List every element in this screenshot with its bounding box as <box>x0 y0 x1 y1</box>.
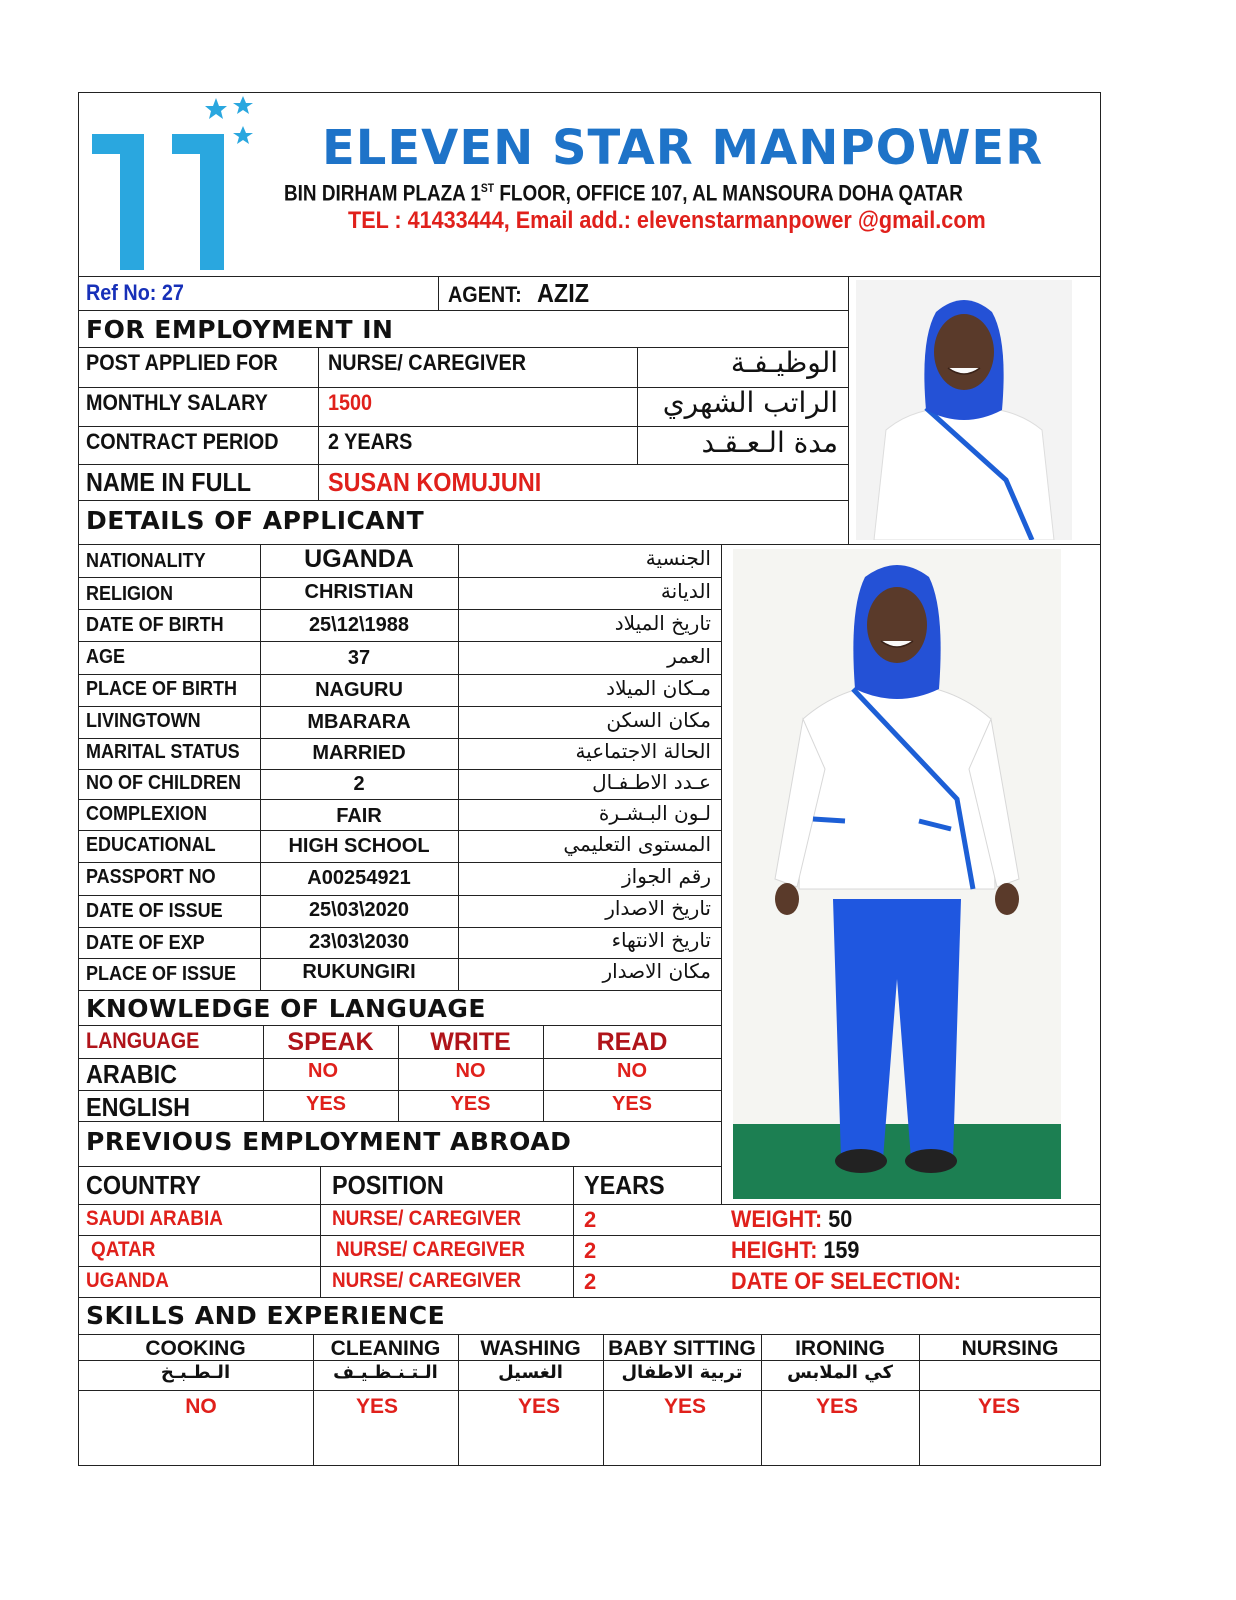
language-name: ENGLISH <box>86 1092 191 1122</box>
height: HEIGHT: 159 <box>731 1237 860 1264</box>
applicant-full-body-photo <box>733 549 1061 1199</box>
previous-country: QATAR <box>91 1238 156 1261</box>
language-col-header: LANGUAGE <box>86 1028 200 1053</box>
salary-value: 1500 <box>328 390 373 415</box>
previous-years: 2 <box>584 1238 597 1263</box>
skill-name: WASHING <box>480 1337 581 1360</box>
name-value: SUSAN KOMUJUNI <box>328 467 542 497</box>
language-heading: KNOWLEDGE OF LANGUAGE <box>86 994 486 1023</box>
detail-arabic: الجنسية <box>645 546 711 570</box>
skill-arabic: الـطـبـخ <box>160 1362 231 1383</box>
previous-country: SAUDI ARABIA <box>86 1207 223 1230</box>
language-speak: YES <box>305 1093 347 1115</box>
skills-heading: SKILLS AND EXPERIENCE <box>86 1301 446 1330</box>
detail-label: PLACE OF ISSUE <box>86 963 237 985</box>
detail-value: 23\03\2030 <box>308 931 410 953</box>
detail-label: NATIONALITY <box>86 550 206 572</box>
detail-arabic: مكان الاصدار <box>602 959 711 983</box>
ref-value: 27 <box>161 280 184 305</box>
detail-label: MARITAL STATUS <box>86 741 240 763</box>
detail-label: PLACE OF BIRTH <box>86 678 238 700</box>
language-col-header: READ <box>596 1028 668 1056</box>
detail-value: 2 <box>353 773 365 795</box>
contract-arabic: مدة الـعـقـد <box>701 426 838 459</box>
detail-label: RELIGION <box>86 583 174 605</box>
details-heading: DETAILS OF APPLICANT <box>86 506 425 535</box>
agent-label: AGENT: <box>448 282 522 307</box>
language-speak: NO <box>308 1060 338 1082</box>
post-value: NURSE/ CAREGIVER <box>328 350 527 375</box>
previous-position: NURSE/ CAREGIVER <box>332 1269 522 1292</box>
detail-arabic: مكان السكن <box>606 708 711 732</box>
detail-value: FAIR <box>336 805 382 827</box>
skill-value: YES <box>815 1395 859 1418</box>
language-read: YES <box>611 1093 653 1115</box>
contract-label: CONTRACT PERIOD <box>86 429 279 454</box>
company-name: ELEVEN STAR MANPOWER <box>322 120 1044 176</box>
previous-position: NURSE/ CAREGIVER <box>332 1207 522 1230</box>
post-arabic: الوظيـفـة <box>730 346 838 379</box>
detail-value: 25\03\2020 <box>308 899 410 921</box>
post-label: POST APPLIED FOR <box>86 350 278 375</box>
detail-label: DATE OF BIRTH <box>86 614 224 636</box>
skill-value: YES <box>355 1395 399 1418</box>
salary-label: MONTHLY SALARY <box>86 390 268 415</box>
detail-value: UGANDA <box>304 545 414 573</box>
detail-arabic: تاريخ الميلاد <box>614 611 711 635</box>
detail-arabic: العمر <box>667 644 711 668</box>
previous-col-header: YEARS <box>584 1170 665 1200</box>
language-write: NO <box>455 1060 486 1082</box>
salary-arabic: الراتب الشهري <box>662 386 838 419</box>
detail-label: AGE <box>86 646 126 668</box>
detail-arabic: رقم الجواز <box>622 864 711 888</box>
previous-heading: PREVIOUS EMPLOYMENT ABROAD <box>86 1127 572 1156</box>
company-contact: TEL : 41433444, Email add.: elevenstarmanpower @gmail.com <box>348 207 986 234</box>
detail-arabic: مـكان الميلاد <box>606 676 711 700</box>
previous-position: NURSE/ CAREGIVER <box>336 1238 526 1261</box>
skill-name: NURSING <box>961 1337 1059 1360</box>
ref-label: Ref No: 27 <box>86 280 184 305</box>
skill-name: COOKING <box>145 1337 246 1360</box>
detail-value: MARRIED <box>312 742 406 764</box>
detail-label: LIVINGTOWN <box>86 710 201 732</box>
detail-value: CHRISTIAN <box>304 581 414 603</box>
employment-heading: FOR EMPLOYMENT IN <box>86 315 394 344</box>
detail-arabic: تاريخ الانتهاء <box>611 928 711 952</box>
detail-value: RUKUNGIRI <box>302 961 416 983</box>
agent-value: AZIZ <box>537 278 589 308</box>
detail-label: DATE OF ISSUE <box>86 900 223 922</box>
previous-country: UGANDA <box>86 1269 169 1292</box>
detail-value: HIGH SCHOOL <box>288 835 430 857</box>
detail-label: COMPLEXION <box>86 803 208 825</box>
previous-col-header: POSITION <box>332 1170 444 1200</box>
detail-arabic: الديانة <box>660 579 711 603</box>
skill-arabic: الـتـنـظـيـف <box>333 1362 438 1383</box>
date-of-selection: DATE OF SELECTION: <box>731 1268 962 1295</box>
detail-label: PASSPORT NO <box>86 866 216 888</box>
skill-value: YES <box>977 1395 1021 1418</box>
height-value: 159 <box>823 1237 860 1264</box>
language-col-header: SPEAK <box>287 1028 374 1056</box>
skill-name: CLEANING <box>330 1337 441 1360</box>
skill-arabic: كي الملابس <box>787 1362 893 1383</box>
skill-value: YES <box>517 1395 561 1418</box>
contract-value: 2 YEARS <box>328 429 413 454</box>
previous-years: 2 <box>584 1269 597 1294</box>
detail-arabic: عـدد الاطـفـال <box>592 770 711 794</box>
skill-name: BABY SITTING <box>608 1337 756 1360</box>
language-col-header: WRITE <box>430 1028 511 1056</box>
skill-arabic: تربية الاطفال <box>621 1362 743 1383</box>
previous-col-header: COUNTRY <box>86 1170 201 1200</box>
skill-value: NO <box>185 1395 217 1418</box>
weight-value: 50 <box>828 1206 853 1233</box>
detail-arabic: تاريخ الاصدار <box>605 896 711 920</box>
detail-label: EDUCATIONAL <box>86 834 216 856</box>
detail-value: 37 <box>347 647 371 669</box>
detail-value: A00254921 <box>307 867 411 889</box>
detail-value: NAGURU <box>315 679 403 701</box>
language-read: NO <box>617 1060 647 1082</box>
skill-value: YES <box>663 1395 707 1418</box>
detail-value: 25\12\1988 <box>308 614 410 636</box>
language-name: ARABIC <box>86 1059 177 1089</box>
name-label: NAME IN FULL <box>86 467 252 497</box>
company-address: BIN DIRHAM PLAZA 1ST FLOOR, OFFICE 107, AL MANSOURA DOHA QATAR <box>284 180 963 206</box>
applicant-portrait-photo <box>856 280 1072 540</box>
detail-label: NO OF CHILDREN <box>86 772 241 794</box>
detail-arabic: الحالة الاجتماعية <box>575 739 711 763</box>
skill-arabic: الغسيل <box>498 1362 563 1383</box>
detail-label: DATE OF EXP <box>86 932 205 954</box>
detail-arabic: لـون البـشـرة <box>598 801 711 825</box>
language-write: YES <box>450 1093 491 1115</box>
weight: WEIGHT: 50 <box>731 1206 853 1233</box>
previous-years: 2 <box>584 1207 597 1232</box>
skill-name: IRONING <box>795 1337 885 1360</box>
detail-value: MBARARA <box>307 711 411 733</box>
detail-arabic: المستوى التعليمي <box>563 832 711 856</box>
